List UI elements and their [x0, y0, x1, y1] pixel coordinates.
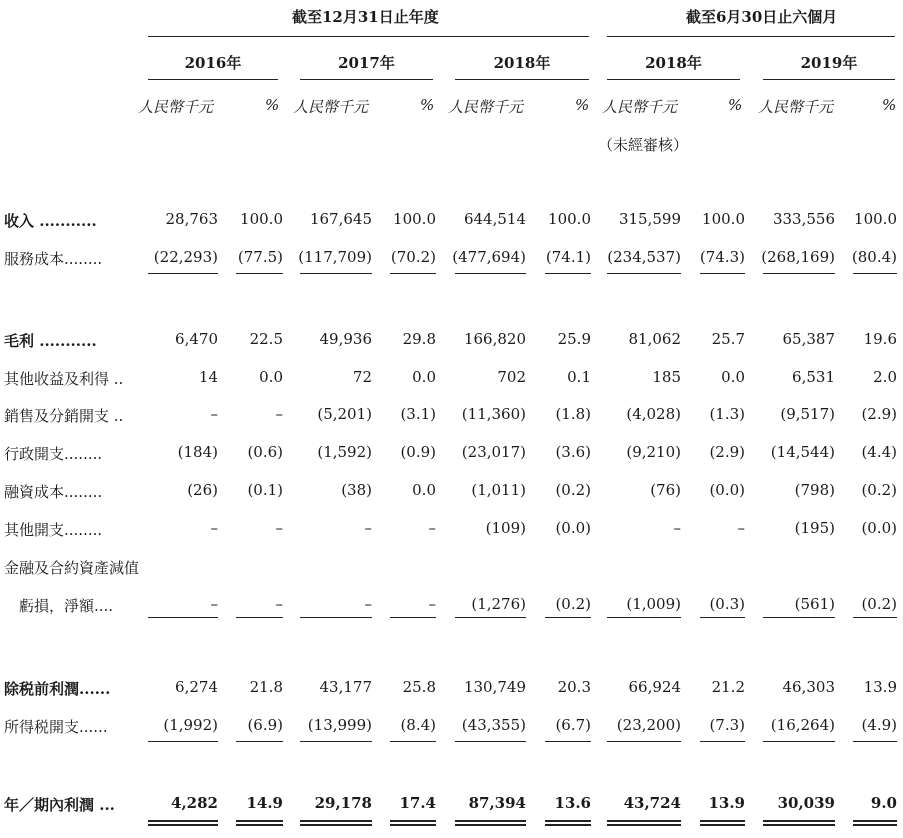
- percent-cell: (6.7): [555, 716, 591, 734]
- percent-cell: 0.0: [412, 368, 436, 386]
- percent-cell: 100.0: [393, 210, 436, 228]
- row-label: 除税前利潤......: [4, 680, 111, 698]
- amount-cell: 644,514: [463, 210, 526, 228]
- subtotal-rule: [607, 273, 681, 274]
- year-rule-2019-h1: [763, 79, 895, 80]
- row-label: 融資成本........: [4, 483, 103, 501]
- amount-cell: 43,177: [319, 678, 372, 696]
- percent-cell: –: [275, 405, 283, 423]
- row-label: 金融及合約資產減值: [4, 559, 140, 577]
- amount-cell: –: [364, 595, 372, 613]
- amount-cell: 43,724: [623, 794, 681, 812]
- percent-cell: 19.6: [863, 330, 897, 348]
- period-group-six-months: 截至6月30日止六個月: [686, 8, 838, 26]
- amount-cell: (798): [794, 481, 835, 499]
- amount-cell: (1,276): [471, 595, 526, 613]
- subtotal-rule: [236, 741, 283, 742]
- amount-cell: (117,709): [298, 248, 372, 266]
- percent-cell: 0.1: [567, 368, 591, 386]
- amount-cell: 166,820: [463, 330, 526, 348]
- total-double-rule: [545, 820, 591, 826]
- percent-cell: (0.1): [247, 481, 283, 499]
- percent-cell: –: [428, 595, 436, 613]
- row-label: 其他收益及利得 ..: [4, 370, 124, 388]
- year-header-2016: 2016年: [184, 54, 242, 72]
- year-header-2017: 2017年: [338, 54, 395, 72]
- amount-cell: –: [673, 519, 681, 537]
- amount-cell: 49,936: [319, 330, 372, 348]
- row-label: 所得税開支......: [4, 718, 108, 736]
- subtotal-rule: [763, 273, 835, 274]
- subtotal-rule: [455, 741, 526, 742]
- percent-cell: (0.9): [400, 443, 436, 461]
- unit-pct-2017: %: [420, 96, 435, 114]
- total-double-rule: [700, 820, 745, 826]
- unaudited-note: （未經審核）: [598, 136, 689, 154]
- amount-cell: (11,360): [461, 405, 526, 423]
- amount-cell: (43,355): [461, 716, 526, 734]
- percent-cell: 9.0: [870, 794, 897, 812]
- subtotal-rule: [607, 741, 681, 742]
- subtotal-rule: [300, 273, 372, 274]
- subtotal-rule: [148, 617, 218, 618]
- amount-cell: 4,282: [171, 794, 218, 812]
- percent-cell: –: [275, 519, 283, 537]
- year-rule-2017: [300, 79, 433, 80]
- subtotal-rule: [607, 617, 681, 618]
- unit-pct-2018: %: [575, 96, 590, 114]
- percent-cell: (8.4): [400, 716, 436, 734]
- percent-cell: (4.9): [861, 716, 897, 734]
- row-label: 毛利 ...........: [4, 332, 97, 350]
- amount-cell: (4,028): [626, 405, 681, 423]
- percent-cell: 20.3: [557, 678, 591, 696]
- unit-pct-2019-h1: %: [882, 96, 897, 114]
- amount-cell: –: [210, 405, 218, 423]
- subtotal-rule: [455, 273, 526, 274]
- amount-cell: –: [210, 595, 218, 613]
- total-double-rule: [300, 820, 372, 826]
- percent-cell: 25.9: [557, 330, 591, 348]
- percent-cell: (6.9): [247, 716, 283, 734]
- percent-cell: (4.4): [861, 443, 897, 461]
- subtotal-rule: [763, 617, 835, 618]
- percent-cell: (3.6): [555, 443, 591, 461]
- subtotal-rule: [763, 741, 835, 742]
- percent-cell: (0.0): [555, 519, 591, 537]
- unit-rmb-2018-h1: 人民幣千元: [602, 98, 678, 116]
- percent-cell: (0.0): [861, 519, 897, 537]
- amount-cell: 6,470: [175, 330, 218, 348]
- subtotal-rule: [700, 273, 745, 274]
- percent-cell: 22.5: [249, 330, 283, 348]
- year-rule-2016: [148, 79, 278, 80]
- percent-cell: (0.6): [247, 443, 283, 461]
- row-label: 收入 ...........: [4, 212, 97, 230]
- unit-rmb-2016: 人民幣千元: [138, 98, 214, 116]
- subtotal-rule: [390, 273, 436, 274]
- total-double-rule: [853, 820, 897, 826]
- percent-cell: 100.0: [854, 210, 897, 228]
- amount-cell: 14: [198, 368, 218, 386]
- amount-cell: (76): [650, 481, 681, 499]
- percent-cell: 25.8: [402, 678, 436, 696]
- unit-rmb-2017: 人民幣千元: [293, 98, 369, 116]
- percent-cell: 100.0: [702, 210, 745, 228]
- amount-cell: (14,544): [770, 443, 835, 461]
- amount-cell: 130,749: [463, 678, 526, 696]
- subtotal-rule: [148, 273, 218, 274]
- percent-cell: 17.4: [399, 794, 436, 812]
- subtotal-rule: [148, 741, 218, 742]
- percent-cell: 21.2: [711, 678, 745, 696]
- percent-cell: (2.9): [709, 443, 745, 461]
- row-label: 行政開支........: [4, 445, 103, 463]
- total-double-rule: [455, 820, 526, 826]
- percent-cell: (2.9): [861, 405, 897, 423]
- percent-cell: (0.2): [861, 595, 897, 613]
- percent-cell: 14.9: [246, 794, 283, 812]
- percent-cell: (70.2): [390, 248, 436, 266]
- subtotal-rule: [300, 741, 372, 742]
- percent-cell: (0.2): [555, 595, 591, 613]
- subtotal-rule: [236, 617, 283, 618]
- percent-cell: –: [275, 595, 283, 613]
- amount-cell: 315,599: [618, 210, 681, 228]
- period-group-annual: 截至12月31日止年度: [292, 8, 439, 26]
- amount-cell: 702: [497, 368, 526, 386]
- amount-cell: (1,011): [471, 481, 526, 499]
- amount-cell: (561): [794, 595, 835, 613]
- row-label: 其他開支........: [4, 521, 103, 539]
- percent-cell: 0.0: [721, 368, 745, 386]
- subtotal-rule: [700, 741, 745, 742]
- total-double-rule: [236, 820, 283, 826]
- amount-cell: (195): [794, 519, 835, 537]
- percent-cell: (77.5): [237, 248, 283, 266]
- amount-cell: 81,062: [628, 330, 681, 348]
- amount-cell: (9,210): [626, 443, 681, 461]
- percent-cell: (0.2): [555, 481, 591, 499]
- amount-cell: 28,763: [165, 210, 218, 228]
- unit-rmb-2019-h1: 人民幣千元: [758, 98, 834, 116]
- percent-cell: (80.4): [851, 248, 897, 266]
- percent-cell: 0.0: [412, 481, 436, 499]
- amount-cell: (1,009): [626, 595, 681, 613]
- percent-cell: (0.2): [861, 481, 897, 499]
- subtotal-rule: [236, 273, 283, 274]
- year-header-2018: 2018年: [493, 54, 551, 72]
- row-label: 年／期內利潤 ...: [4, 796, 115, 814]
- group-rule-annual: [148, 36, 589, 37]
- percent-cell: 2.0: [873, 368, 897, 386]
- percent-cell: 100.0: [548, 210, 591, 228]
- percent-cell: 13.9: [708, 794, 745, 812]
- unit-pct-2018-h1: %: [728, 96, 743, 114]
- subtotal-rule: [300, 617, 372, 618]
- percent-cell: 13.6: [554, 794, 591, 812]
- total-double-rule: [390, 820, 436, 826]
- percent-cell: (0.0): [709, 481, 745, 499]
- amount-cell: (22,293): [153, 248, 218, 266]
- amount-cell: (109): [485, 519, 526, 537]
- amount-cell: (13,999): [307, 716, 372, 734]
- amount-cell: 65,387: [782, 330, 835, 348]
- total-double-rule: [148, 820, 218, 826]
- amount-cell: (477,694): [452, 248, 526, 266]
- subtotal-rule: [545, 273, 591, 274]
- amount-cell: (16,264): [770, 716, 835, 734]
- amount-cell: (5,201): [317, 405, 372, 423]
- subtotal-rule: [853, 741, 897, 742]
- percent-cell: 13.9: [863, 678, 897, 696]
- year-header-2019-h1: 2019年: [800, 54, 858, 72]
- amount-cell: –: [364, 519, 372, 537]
- amount-cell: (1,992): [163, 716, 218, 734]
- subtotal-rule: [545, 617, 591, 618]
- percent-cell: (3.1): [400, 405, 436, 423]
- percent-cell: (74.1): [545, 248, 591, 266]
- amount-cell: (234,537): [607, 248, 681, 266]
- amount-cell: (23,200): [616, 716, 681, 734]
- amount-cell: (184): [177, 443, 218, 461]
- amount-cell: 87,394: [468, 794, 526, 812]
- subtotal-rule: [853, 617, 897, 618]
- amount-cell: (38): [341, 481, 372, 499]
- year-rule-2018: [455, 79, 589, 80]
- amount-cell: 72: [352, 368, 372, 386]
- amount-cell: 6,274: [175, 678, 218, 696]
- subtotal-rule: [455, 617, 526, 618]
- year-header-2018-h1: 2018年: [645, 54, 702, 72]
- amount-cell: 30,039: [777, 794, 835, 812]
- percent-cell: (74.3): [699, 248, 745, 266]
- amount-cell: 167,645: [309, 210, 372, 228]
- subtotal-rule: [390, 617, 436, 618]
- total-double-rule: [607, 820, 681, 826]
- percent-cell: (1.3): [709, 405, 745, 423]
- total-double-rule: [763, 820, 835, 826]
- percent-cell: (7.3): [709, 716, 745, 734]
- year-rule-2018-h1: [607, 79, 740, 80]
- subtotal-rule: [700, 617, 745, 618]
- unit-pct-2016: %: [265, 96, 280, 114]
- group-rule-six-months: [607, 36, 895, 37]
- percent-cell: (1.8): [555, 405, 591, 423]
- subtotal-rule: [853, 273, 897, 274]
- amount-cell: (1,592): [317, 443, 372, 461]
- amount-cell: 46,303: [782, 678, 835, 696]
- amount-cell: 333,556: [772, 210, 835, 228]
- percent-cell: (0.3): [709, 595, 745, 613]
- amount-cell: (23,017): [461, 443, 526, 461]
- amount-cell: (9,517): [780, 405, 835, 423]
- amount-cell: 29,178: [314, 794, 372, 812]
- amount-cell: 185: [652, 368, 681, 386]
- amount-cell: (26): [187, 481, 218, 499]
- percent-cell: 100.0: [240, 210, 283, 228]
- unit-rmb-2018: 人民幣千元: [448, 98, 524, 116]
- percent-cell: 0.0: [259, 368, 283, 386]
- amount-cell: 6,531: [792, 368, 835, 386]
- percent-cell: –: [428, 519, 436, 537]
- amount-cell: –: [210, 519, 218, 537]
- row-label: 服務成本........: [4, 250, 103, 268]
- amount-cell: (268,169): [761, 248, 835, 266]
- percent-cell: 29.8: [402, 330, 436, 348]
- percent-cell: 25.7: [711, 330, 745, 348]
- subtotal-rule: [545, 741, 591, 742]
- subtotal-rule: [390, 741, 436, 742]
- row-label: 銷售及分銷開支 ..: [4, 407, 124, 425]
- percent-cell: 21.8: [249, 678, 283, 696]
- amount-cell: 66,924: [628, 678, 681, 696]
- row-label: 虧損，淨額....: [4, 597, 114, 615]
- percent-cell: –: [737, 519, 745, 537]
